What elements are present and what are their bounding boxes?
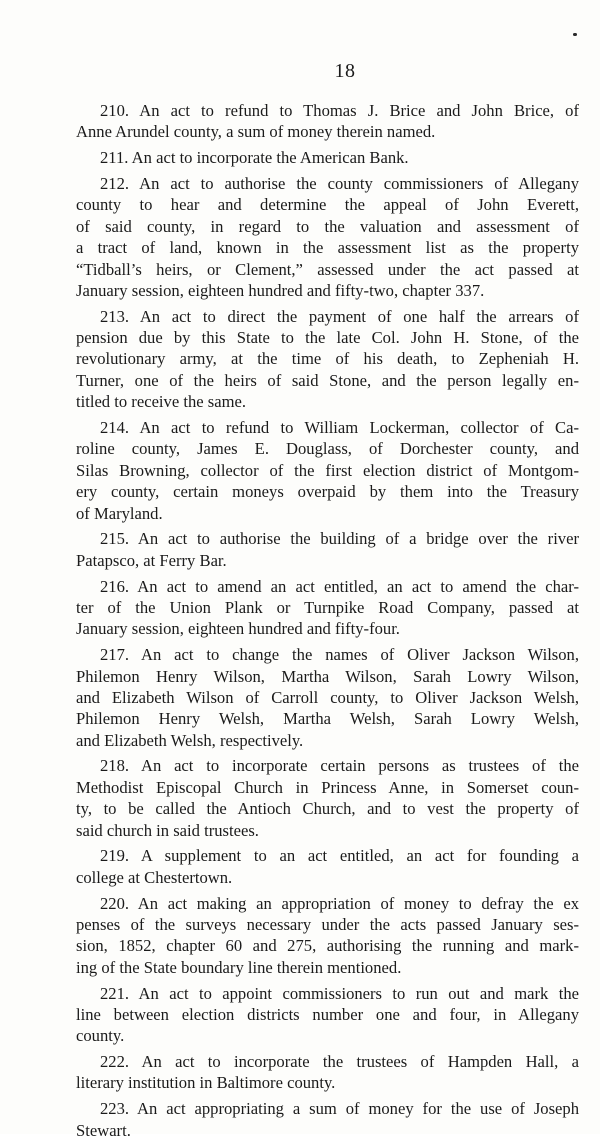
act-223-line-2: Stewart.	[76, 1120, 131, 1140]
act-214-line-2: roline county, James E. Douglass, of Dorchester county, and	[76, 439, 579, 459]
page-number: 18	[334, 60, 356, 82]
act-216-line-3: January session, eighteen hundred and fifty-four.	[76, 619, 400, 639]
act-list	[76, 100, 579, 1145]
act-213-line-1: 213. An act to direct the payment of one half the arrears of	[100, 306, 579, 326]
act-220-line-1: 220. An act making an appropriation of money to defray the ex	[100, 893, 579, 913]
act-213-line-3: revolutionary army, at the time of his death, to Zepheniah H.	[76, 349, 579, 369]
act-210-line-1: 210. An act to refund to Thomas J. Brice and John Brice, of	[100, 101, 579, 120]
act-218-line-1: 218. An act to incorporate certain persons as trustees of the	[100, 756, 579, 776]
act-221-line-3: county.	[76, 1026, 125, 1046]
act-217-line-3: and Elizabeth Wilson of Carroll county, to Oliver Jackson Welsh,	[76, 687, 579, 707]
act-220-line-2: penses of the surveys necessary under the acts passed January ses-	[76, 914, 579, 934]
act-213-line-2: pension due by this State to the late Col. John H. Stone, of the	[76, 328, 579, 348]
act-entry-222	[76, 1051, 579, 1094]
act-214-line-3: Silas Browning, collector of the first election district of Montgom-	[76, 460, 579, 480]
act-entry-211	[76, 147, 579, 168]
act-entry-212	[76, 173, 579, 301]
act-entry-214	[76, 417, 579, 524]
act-217-line-2: Philemon Henry Wilson, Martha Wilson, Sarah Lowry Wilson,	[76, 666, 579, 686]
act-entry-210	[76, 100, 579, 143]
act-entry-217	[76, 644, 579, 751]
act-212-line-1: 212. An act to authorise the county commissioners of Allegany	[100, 173, 579, 193]
act-220-line-3: sion, 1852, chapter 60 and 275, authorising the running and mark-	[76, 936, 579, 956]
act-entry-223	[76, 1098, 579, 1141]
act-223-line-1: 223. An act appropriating a sum of money for the use of Joseph	[100, 1099, 579, 1119]
act-220-line-4: ing of the State boundary line therein mentioned.	[76, 957, 402, 977]
act-219-line-2: college at Chestertown.	[76, 867, 233, 887]
act-216-line-2: ter of the Union Plank or Turnpike Road Company, passed at	[76, 597, 579, 617]
act-222-line-1: 222. An act to incorporate the trustees of Hampden Hall, a	[100, 1052, 579, 1072]
ink-speck-mark	[573, 33, 577, 36]
act-214-line-5: of Maryland.	[76, 503, 163, 523]
act-213-line-5: titled to receive the same.	[76, 392, 247, 412]
act-210-line-2: Anne Arundel county, a sum of money therein named.	[76, 122, 436, 142]
act-219-line-1: 219. A supplement to an act entitled, an act for founding a	[100, 846, 579, 866]
act-212-line-6: January session, eighteen hundred and fifty-two, chapter 337.	[76, 280, 485, 300]
act-211-line-1: 211. An act to incorporate the American Bank.	[100, 148, 409, 168]
act-221-line-2: line between election districts number one and four, in Allegany	[76, 1004, 579, 1024]
act-215-line-1: 215. An act to authorise the building of a bridge over the river	[100, 529, 579, 549]
act-212-line-5: “Tidball’s heirs, or Clement,” assessed under the act passed at	[76, 259, 579, 279]
act-entry-218	[76, 755, 579, 841]
act-217-line-4: Philemon Henry Welsh, Martha Welsh, Sarah Lowry Welsh,	[76, 709, 579, 729]
act-215-line-2: Patapsco, at Ferry Bar.	[76, 550, 227, 570]
act-218-line-2: Methodist Episcopal Church in Princess Anne, in Somerset coun-	[76, 777, 579, 797]
act-218-line-3: ty, to be called the Antioch Church, and to vest the property of	[76, 799, 579, 819]
act-214-line-1: 214. An act to refund to William Lockerman, collector of Ca-	[100, 418, 579, 438]
act-221-line-1: 221. An act to appoint commissioners to run out and mark the	[100, 983, 579, 1003]
act-entry-221	[76, 983, 579, 1047]
act-214-line-4: ery county, certain moneys overpaid by them into the Treasury	[76, 482, 579, 502]
act-212-line-3: of said county, in regard to the valuation and assessment of	[76, 216, 579, 236]
act-222-line-2: literary institution in Baltimore county.	[76, 1073, 336, 1093]
act-entry-219	[76, 845, 579, 888]
act-entry-216	[76, 576, 579, 640]
act-entry-215	[76, 528, 579, 571]
act-217-line-1: 217. An act to change the names of Oliver Jackson Wilson,	[100, 645, 579, 665]
act-entry-213	[76, 306, 579, 413]
act-213-line-4: Turner, one of the heirs of said Stone, and the person legally en-	[76, 370, 579, 390]
act-218-line-4: said church in said trustees.	[76, 820, 259, 840]
act-217-line-5: and Elizabeth Welsh, respectively.	[76, 730, 304, 750]
act-212-line-4: a tract of land, known in the assessment list as the property	[76, 238, 579, 258]
act-216-line-1: 216. An act to amend an act entitled, an act to amend the char-	[100, 576, 579, 596]
act-212-line-2: county to hear and determine the appeal of John Everett,	[76, 195, 579, 215]
act-entry-220	[76, 893, 579, 979]
